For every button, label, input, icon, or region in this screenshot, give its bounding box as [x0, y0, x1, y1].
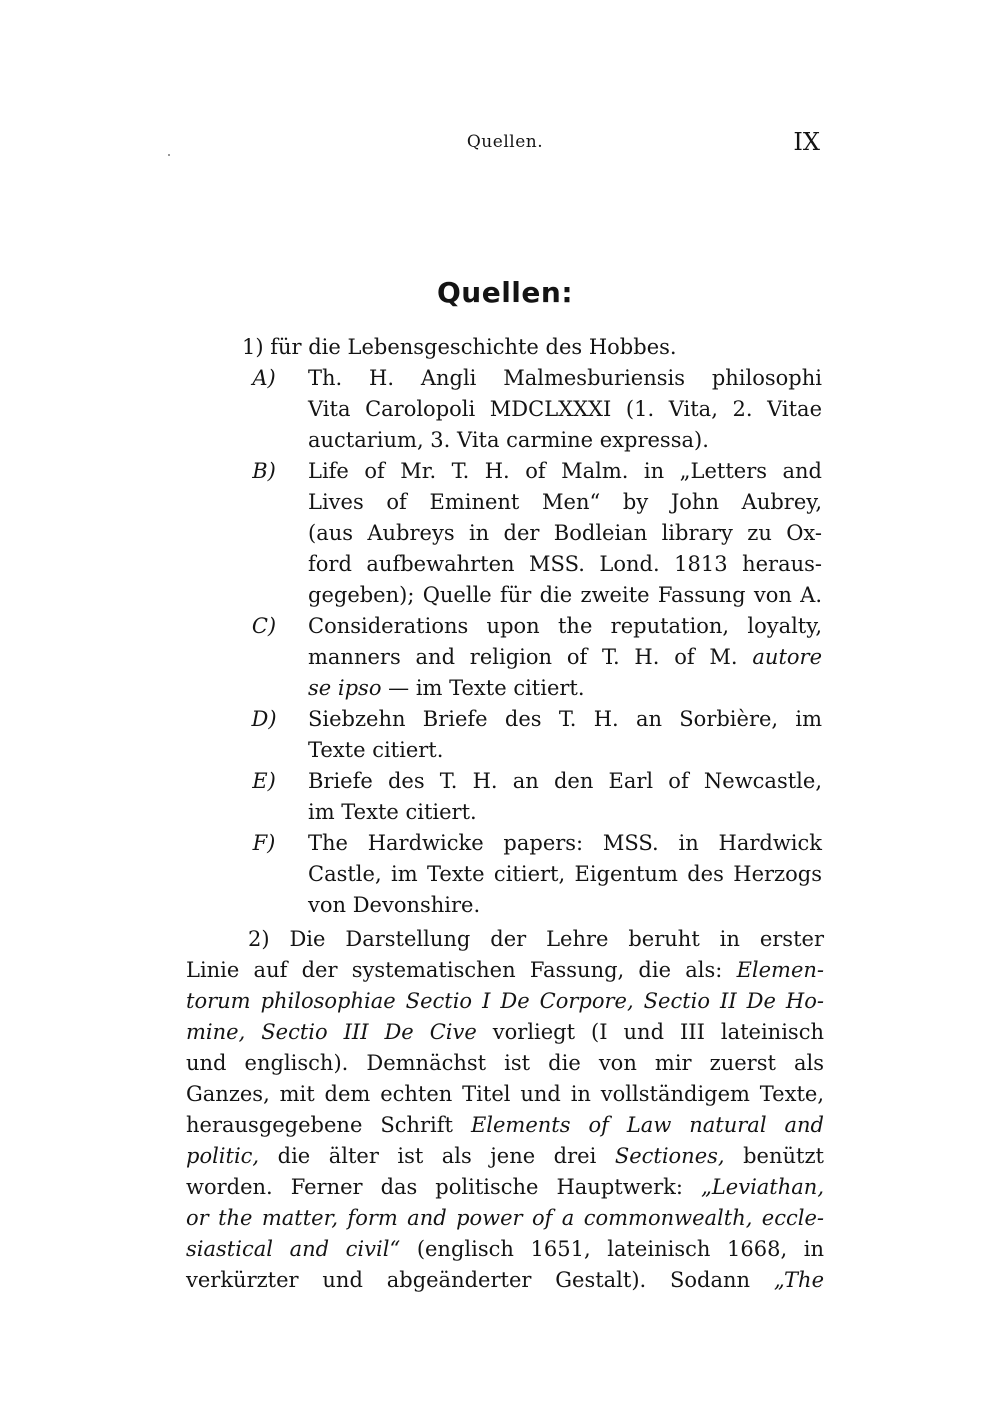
paragraph-line: torum philosophiae Sectio I De Corpore, Sectio II De Ho-: [186, 989, 824, 1013]
entry-letter: D): [251, 707, 277, 731]
entry-line: se ipso — im Texte citiert.: [308, 676, 585, 700]
entry-line: von Devonshire.: [308, 893, 481, 917]
paragraph-line: siastical and civil“ (englisch 1651, lateinisch 1668, in: [186, 1237, 824, 1261]
entry-line: Lives of Eminent Men“ by John Aubrey,: [308, 490, 822, 514]
entry-letter: E): [252, 769, 276, 793]
paragraph-line: politic, die älter ist als jene drei Sectiones, benützt: [186, 1144, 824, 1168]
entry-line: Siebzehn Briefe des T. H. an Sorbière, im: [308, 707, 822, 731]
entry-line: Texte citiert.: [308, 738, 444, 762]
paragraph-line: mine, Sectio III De Cive vorliegt (I und III lateinisch: [186, 1020, 824, 1044]
entry-body: [308, 828, 822, 921]
running-head-title: Quellen.: [466, 132, 544, 152]
paragraph-line: 2) Die Darstellung der Lehre beruht in erster: [248, 927, 824, 951]
entry-line: im Texte citiert.: [308, 800, 477, 824]
running-head: [186, 128, 824, 158]
entry-line: Considerations upon the reputation, loyalty,: [308, 614, 822, 638]
entry-line: Briefe des T. H. an den Earl of Newcastle,: [308, 769, 822, 793]
entry-line: (aus Aubreys in der Bodleian library zu Ox-: [308, 521, 822, 545]
paragraph-line: herausgegebene Schrift Elements of Law natural and: [186, 1113, 824, 1137]
paragraph-line: verkürzter und abgeänderter Gestalt). Sodann „The: [186, 1268, 824, 1292]
paragraph-line: worden. Ferner das politische Hauptwerk: „Leviathan,: [186, 1175, 824, 1199]
entry-line: auctarium, 3. Vita carmine expressa).: [308, 428, 709, 452]
entry-letter: B): [252, 459, 276, 483]
entry-body: [308, 766, 822, 828]
entry-line: manners and religion of T. H. of M. autore: [308, 645, 822, 669]
paragraph-line: und englisch). Demnächst ist die von mir zuerst als: [186, 1051, 824, 1075]
paragraph-line: or the matter, form and power of a commonwealth, eccle-: [186, 1206, 824, 1230]
entry-line: Life of Mr. T. H. of Malm. in „Letters and: [308, 459, 822, 483]
entry-body: [308, 363, 822, 456]
entry-line: The Hardwicke papers: MSS. in Hardwick: [308, 831, 822, 855]
paragraph-line: Linie auf der systematischen Fassung, die als: Elemen-: [186, 958, 824, 982]
print-speck: [168, 154, 170, 156]
paragraph-line: Ganzes, mit dem echten Titel und in vollständigem Texte,: [186, 1082, 824, 1106]
entry-letter: C): [251, 614, 277, 638]
entry-line: Vita Carolopoli MDCLXXXI (1. Vita, 2. Vitae: [308, 397, 822, 421]
page-number: IX: [793, 128, 820, 156]
entry-letter: F): [252, 831, 276, 855]
entry-line: Th. H. Angli Malmesburiensis philosophi: [308, 366, 822, 390]
entry-line: ford aufbewahrten MSS. Lond. 1813 heraus-: [308, 552, 822, 576]
section1-title: 1) für die Lebensgeschichte des Hobbes.: [242, 335, 677, 359]
entry-line: Castle, im Texte citiert, Eigentum des Herzogs: [308, 862, 822, 886]
paragraph-2: [186, 924, 824, 1296]
entry-body: [308, 611, 822, 704]
entry-line: gegeben); Quelle für die zweite Fassung von A.: [308, 583, 822, 607]
entry-body: [308, 456, 822, 611]
section-heading: Quellen:: [436, 276, 574, 309]
entry-letter: A): [252, 366, 276, 390]
entry-body: [308, 704, 822, 766]
